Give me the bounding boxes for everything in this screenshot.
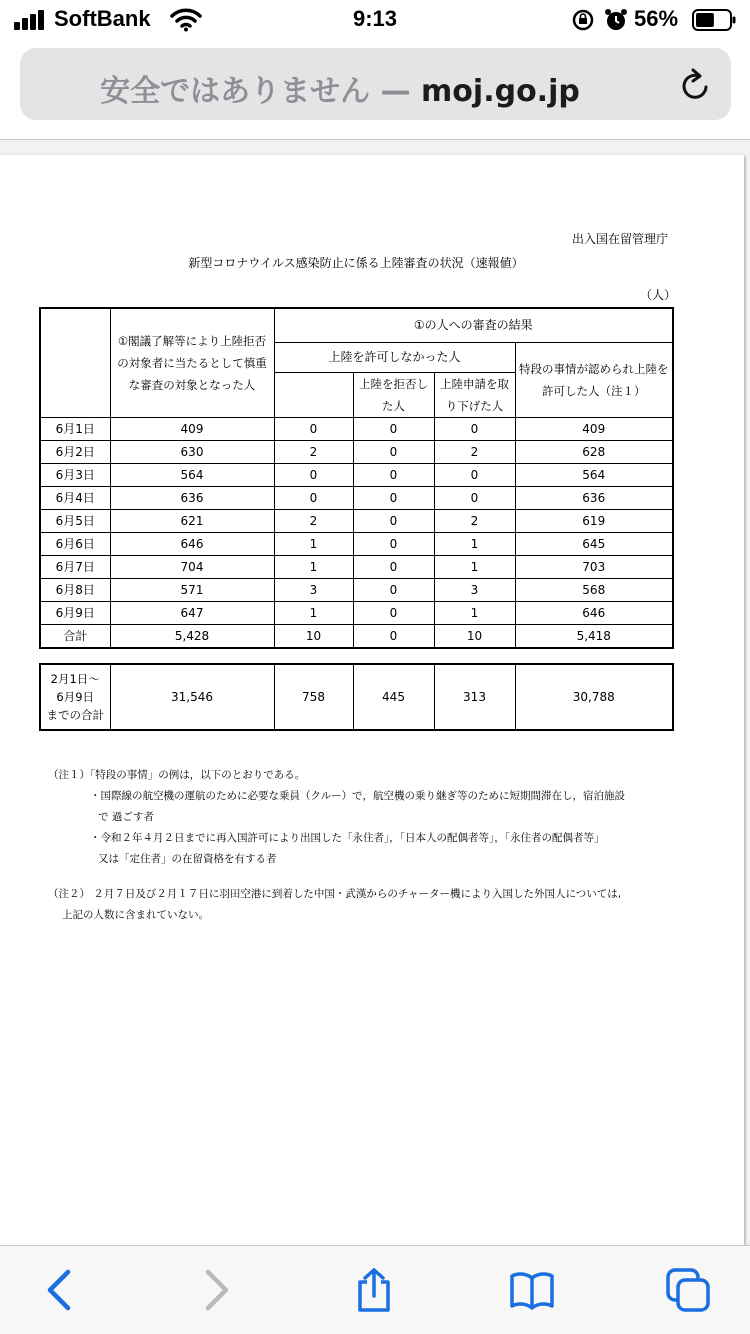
agency-name: 出入国在留管理庁 [571, 232, 668, 246]
unit-label: （人） [640, 288, 677, 302]
row-not-permitted: 0 [274, 486, 353, 509]
row-permitted: 409 [515, 417, 673, 440]
row-not-permitted: 1 [274, 532, 353, 555]
battery-icon [692, 9, 736, 31]
row-permitted: 646 [515, 601, 673, 624]
row-refused: 0 [353, 417, 434, 440]
total-subject: 5,428 [110, 624, 274, 648]
row-subject: 636 [110, 486, 274, 509]
note1-item1-line1: ・国際線の航空機の運航のために必要な乗員（クルー）で，航空機の乗り継ぎ等のために短期間滞在し，宿泊施設 [90, 790, 625, 802]
table-row [40, 440, 673, 463]
row-permitted: 564 [515, 463, 673, 486]
address-bar[interactable] [20, 48, 731, 120]
carrier-name: SoftBank [54, 6, 151, 31]
row-refused: 0 [353, 601, 434, 624]
table-row [40, 486, 673, 509]
row-withdrawn: 1 [434, 601, 515, 624]
row-withdrawn: 2 [434, 509, 515, 532]
row-withdrawn: 0 [434, 417, 515, 440]
back-icon[interactable] [38, 1268, 82, 1312]
row-subject: 564 [110, 463, 274, 486]
row-refused: 0 [353, 509, 434, 532]
row-not-permitted: 2 [274, 440, 353, 463]
header-refused: 上陸を拒否した人 [353, 372, 434, 417]
row-withdrawn: 0 [434, 463, 515, 486]
bottom-toolbar [0, 1245, 750, 1334]
header-blank [274, 372, 353, 417]
share-icon[interactable] [352, 1268, 396, 1312]
header-result-group: ①の人への審査の結果 [274, 308, 673, 342]
note1-title: （注１）「特段の事情」の例は，以下のとおりである。 [48, 769, 306, 781]
row-withdrawn: 0 [434, 486, 515, 509]
rotation-lock-icon [572, 9, 594, 31]
total-permitted: 5,418 [515, 624, 673, 648]
row-date: 6月2日 [40, 440, 110, 463]
row-not-permitted: 0 [274, 417, 353, 440]
table-row [40, 555, 673, 578]
total-withdrawn: 10 [434, 624, 515, 648]
row-date: 6月7日 [40, 555, 110, 578]
row-permitted: 636 [515, 486, 673, 509]
row-refused: 0 [353, 486, 434, 509]
row-permitted: 568 [515, 578, 673, 601]
row-subject: 409 [110, 417, 274, 440]
tabs-icon[interactable] [666, 1268, 710, 1312]
cumulative-label [40, 664, 110, 730]
row-permitted: 645 [515, 532, 673, 555]
row-not-permitted: 3 [274, 578, 353, 601]
row-withdrawn: 1 [434, 532, 515, 555]
bookmarks-icon[interactable] [510, 1268, 554, 1312]
note1-item2-line2: 又は「定住者」の在留資格を有する者 [98, 853, 277, 865]
cumulative-table [39, 663, 674, 731]
row-not-permitted: 1 [274, 601, 353, 624]
row-not-permitted: 0 [274, 463, 353, 486]
row-withdrawn: 3 [434, 578, 515, 601]
row-permitted: 619 [515, 509, 673, 532]
row-not-permitted: 2 [274, 509, 353, 532]
cumulative-permitted: 30,788 [515, 664, 673, 730]
cumulative-not-permitted: 758 [274, 664, 353, 730]
table-row [40, 601, 673, 624]
row-refused: 0 [353, 463, 434, 486]
row-permitted: 628 [515, 440, 673, 463]
cumulative-refused: 445 [353, 664, 434, 730]
url-domain: moj.go.jp [421, 74, 580, 109]
note1-item1-line2: で 過ごす者 [98, 811, 154, 823]
row-date: 6月3日 [40, 463, 110, 486]
row-subject: 704 [110, 555, 274, 578]
table-row [40, 578, 673, 601]
alarm-icon [604, 8, 628, 32]
row-refused: 0 [353, 532, 434, 555]
row-withdrawn: 1 [434, 555, 515, 578]
table-row [40, 532, 673, 555]
cumulative-label-line1: 2月1日～ [50, 672, 100, 686]
row-date: 6月1日 [40, 417, 110, 440]
clock: 9:13 [352, 6, 398, 31]
total-label: 合計 [40, 624, 110, 648]
document-title: 新型コロナウイルス感染防止に係る上陸審査の状況（速報値） [188, 256, 524, 270]
row-subject: 646 [110, 532, 274, 555]
table-row [40, 509, 673, 532]
header-subject: ①閣議了解等により上陸拒否の対象者に当たるとして慎重な審査の対象となった人 [110, 308, 274, 417]
cumulative-row [40, 664, 673, 730]
row-refused: 0 [353, 555, 434, 578]
row-not-permitted: 1 [274, 555, 353, 578]
notes-section [48, 765, 688, 926]
row-date: 6月8日 [40, 578, 110, 601]
battery-percent: 56% [634, 6, 679, 31]
row-subject: 571 [110, 578, 274, 601]
row-subject: 647 [110, 601, 274, 624]
note2-line1: （注２） ２月７日及び２月１７日に羽田空港に到着した中国・武漢からのチャーター機により入国した外国人については, [48, 888, 622, 900]
corner-cell [40, 308, 110, 417]
row-subject: 621 [110, 509, 274, 532]
row-subject: 630 [110, 440, 274, 463]
header-not-permitted: 上陸を許可しなかった人 [274, 342, 515, 372]
row-refused: 0 [353, 440, 434, 463]
header-special-permit: 特段の事情が認められ上陸を許可した人（注１） [515, 342, 673, 417]
total-not-permitted: 10 [274, 624, 353, 648]
forward-icon[interactable] [194, 1268, 238, 1312]
table-row [40, 417, 673, 440]
row-refused: 0 [353, 578, 434, 601]
cumulative-withdrawn: 313 [434, 664, 515, 730]
security-warning: 安全ではありません — [100, 74, 411, 109]
table-row [40, 463, 673, 486]
total-row [40, 624, 673, 648]
row-date: 6月5日 [40, 509, 110, 532]
row-withdrawn: 2 [434, 440, 515, 463]
daily-table [39, 307, 674, 649]
url-text[interactable] [20, 66, 660, 110]
header-withdrawn: 上陸申請を取り下げた人 [434, 372, 515, 417]
row-permitted: 703 [515, 555, 673, 578]
reload-icon[interactable] [679, 66, 713, 102]
cumulative-subject: 31,546 [110, 664, 274, 730]
note1-item2-line1: ・令和２年４月２日までに再入国許可により出国した「永住者」，「日本人の配偶者等」，「永住者の配偶者等」 [90, 832, 605, 844]
note2-line2: 上記の人数に含まれていない。 [62, 909, 209, 921]
row-date: 6月4日 [40, 486, 110, 509]
status-bar [0, 0, 750, 40]
row-date: 6月9日 [40, 601, 110, 624]
cumulative-label-line3: までの合計 [46, 708, 104, 722]
row-date: 6月6日 [40, 532, 110, 555]
cumulative-label-line2: 6月9日 [56, 690, 95, 704]
total-refused: 0 [353, 624, 434, 648]
